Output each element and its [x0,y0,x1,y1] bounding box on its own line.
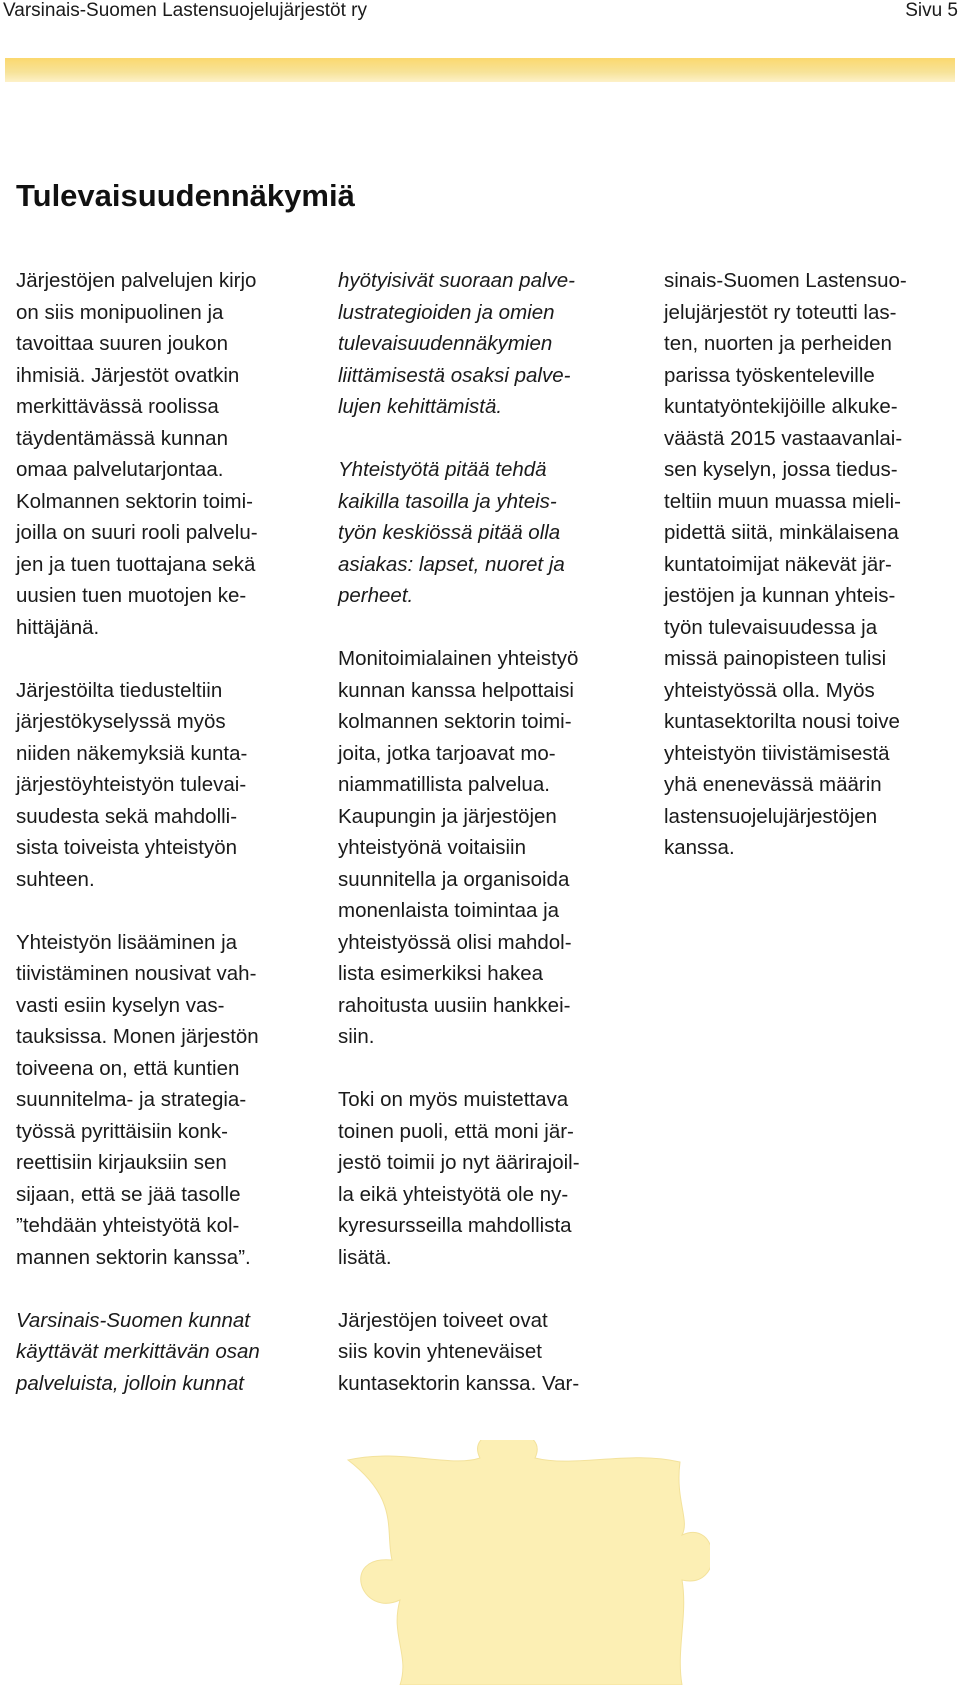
text-line: Toki on myös muistettava [338,1088,569,1111]
paragraph [16,265,316,643]
text-line: väästä 2015 vastaavanlai- [664,426,903,450]
text-line: hyötyisivät suoraan palve- [338,269,576,292]
text-line: pidettä siitä, minkälaisena [664,521,899,544]
text-line: yhteistyössä olla. Myös [664,678,875,702]
text-line: kuntasektorilta nousi toive [664,710,900,733]
text-line: jestö toimii jo nyt äärirajoil- [338,1151,580,1174]
text-line: lujen kehittämistä. [338,395,503,418]
text-line: Varsinais-Suomen kunnat [16,1308,250,1332]
text-line: lastensuojelujärjestöjen [664,804,878,828]
text-line: niiden näkemyksiä kunta- [16,741,248,765]
text-line: Järjestöjen toiveet ovat [338,1308,548,1332]
paragraph [664,265,954,864]
text-line: Järjestöjen palvelujen kirjo [16,269,257,292]
text-line: kunnan kanssa helpottaisi [338,678,574,702]
text-line: hittäjänä. [16,615,100,639]
text-line: joilla on suuri rooli palvelu- [16,521,258,544]
paragraph [16,927,316,1274]
text-line: toinen puoli, että moni jär- [338,1119,574,1143]
text-line: missä painopisteen tulisi [664,647,887,670]
text-line: siis kovin yhteneväiset [338,1340,542,1363]
text-line: jelujärjestöt ry toteutti las- [664,300,897,324]
text-line: liittämisestä osaksi palve- [338,363,571,387]
text-line: tavoittaa suuren joukon [16,332,228,355]
puzzle-piece-icon [330,1440,710,1685]
text-column-3 [664,265,954,864]
text-line: tauksissa. Monen järjestön [16,1025,259,1048]
text-line: ihmisiä. Järjestöt ovatkin [16,363,240,387]
text-line: perheet. [338,584,414,607]
text-line: lustrategioiden ja omien [338,300,555,324]
text-line: Kolmannen sektorin toimi- [16,489,253,513]
text-line: suudesta sekä mahdolli- [16,804,238,828]
text-line: merkittävässä roolissa [16,395,219,418]
text-line: kaikilla tasoilla ja yhteis- [338,489,557,513]
text-line: suunnitella ja organisoida [338,867,570,891]
text-line: mannen sektorin kanssa”. [16,1245,251,1269]
text-line: Yhteistyön lisääminen ja [16,930,238,954]
text-line: kuntasektorin kanssa. Var- [338,1371,580,1395]
text-line: työn tulevaisuudessa ja [664,615,878,639]
text-line: kyresursseilla mahdollista [338,1214,572,1237]
text-line: Kaupungin ja järjestöjen [338,804,557,828]
text-line: ”tehdään yhteistyötä kol- [16,1214,240,1237]
paragraph [338,265,628,423]
text-line: sista toiveista yhteistyön [16,836,238,859]
page-title: Tulevaisuudennäkymiä [16,178,355,213]
header-org-name: Varsinais-Suomen Lastensuojelujärjestöt ry [3,0,367,21]
text-line: sinais-Suomen Lastensuo- [664,269,907,292]
text-line: työssä pyrittäisiin konk- [16,1119,228,1143]
paragraph [338,1305,628,1400]
accent-band [5,58,955,82]
text-line: jen ja tuen tuottajana sekä [16,552,256,576]
text-line: järjestökyselyssä myös [16,710,226,733]
paragraph [338,643,628,1053]
text-line: Monitoimialainen yhteistyö [338,647,579,670]
text-line: yhteistyönä voitaisiin [338,836,527,859]
text-line: käyttävät merkittävän osan [16,1340,260,1363]
text-line: monenlaista toimintaa ja [338,899,560,922]
text-line: suunnitelma- ja strategia- [16,1088,247,1111]
text-line: täydentämässä kunnan [16,426,228,450]
paragraph [16,675,316,896]
text-line: lisätä. [338,1245,392,1269]
text-line: asiakas: lapset, nuoret ja [338,552,565,576]
text-line: suhteen. [16,867,95,891]
paragraph [338,454,628,612]
text-line: kanssa. [664,836,735,859]
header-page-number: Sivu 5 [905,0,958,21]
text-line: lista esimerkiksi hakea [338,962,544,985]
text-line: yhteistyössä olisi mahdol- [338,930,572,954]
text-line: reettisiin kirjauksiin sen [16,1151,227,1174]
paragraph [16,1305,316,1400]
text-line: la eikä yhteistyötä ole ny- [338,1182,569,1206]
text-line: Järjestöilta tiedusteltiin [16,678,223,702]
text-line: järjestöyhteistyön tulevai- [16,773,247,796]
text-line: kuntatoimijat näkevät jär- [664,552,892,576]
text-line: tulevaisuudennäkymien [338,332,553,355]
text-line: kolmannen sektorin toimi- [338,710,572,733]
text-line: joita, jotka tarjoavat mo- [338,741,556,765]
text-line: sen kyselyn, jossa tiedus- [664,458,898,481]
text-line: tiivistäminen nousivat vah- [16,962,257,985]
text-line: sijaan, että se jää tasolle [16,1182,241,1206]
text-line: teltiin muun muassa mieli- [664,489,901,513]
text-line: on siis monipuolinen ja [16,300,224,324]
text-line: kuntatyöntekijöille alkuke- [664,395,898,418]
text-line: jestöjen ja kunnan yhteis- [664,584,896,607]
text-line: parissa työskenteleville [664,363,875,387]
text-line: omaa palvelutarjontaa. [16,458,224,481]
text-line: ten, nuorten ja perheiden [664,332,892,355]
puzzle-piece-shape [348,1440,710,1685]
text-line: uusien tuen muotojen ke- [16,584,247,607]
text-line: Yhteistyötä pitää tehdä [338,458,547,481]
text-line: yhteistyön tiivistämisestä [664,741,890,765]
text-column-2 [338,265,628,1399]
text-line: siin. [338,1025,375,1048]
text-line: rahoitusta uusiin hankkei- [338,993,571,1017]
text-line: vasti esiin kyselyn vas- [16,993,225,1017]
text-line: yhä enenevässä määrin [664,773,882,796]
paragraph [338,1084,628,1273]
text-line: työn keskiössä pitää olla [338,521,561,544]
text-line: toiveena on, että kuntien [16,1056,240,1080]
text-column-1 [16,265,316,1399]
text-line: palveluista, jolloin kunnat [16,1371,244,1395]
text-line: niammatillista palvelua. [338,773,550,796]
